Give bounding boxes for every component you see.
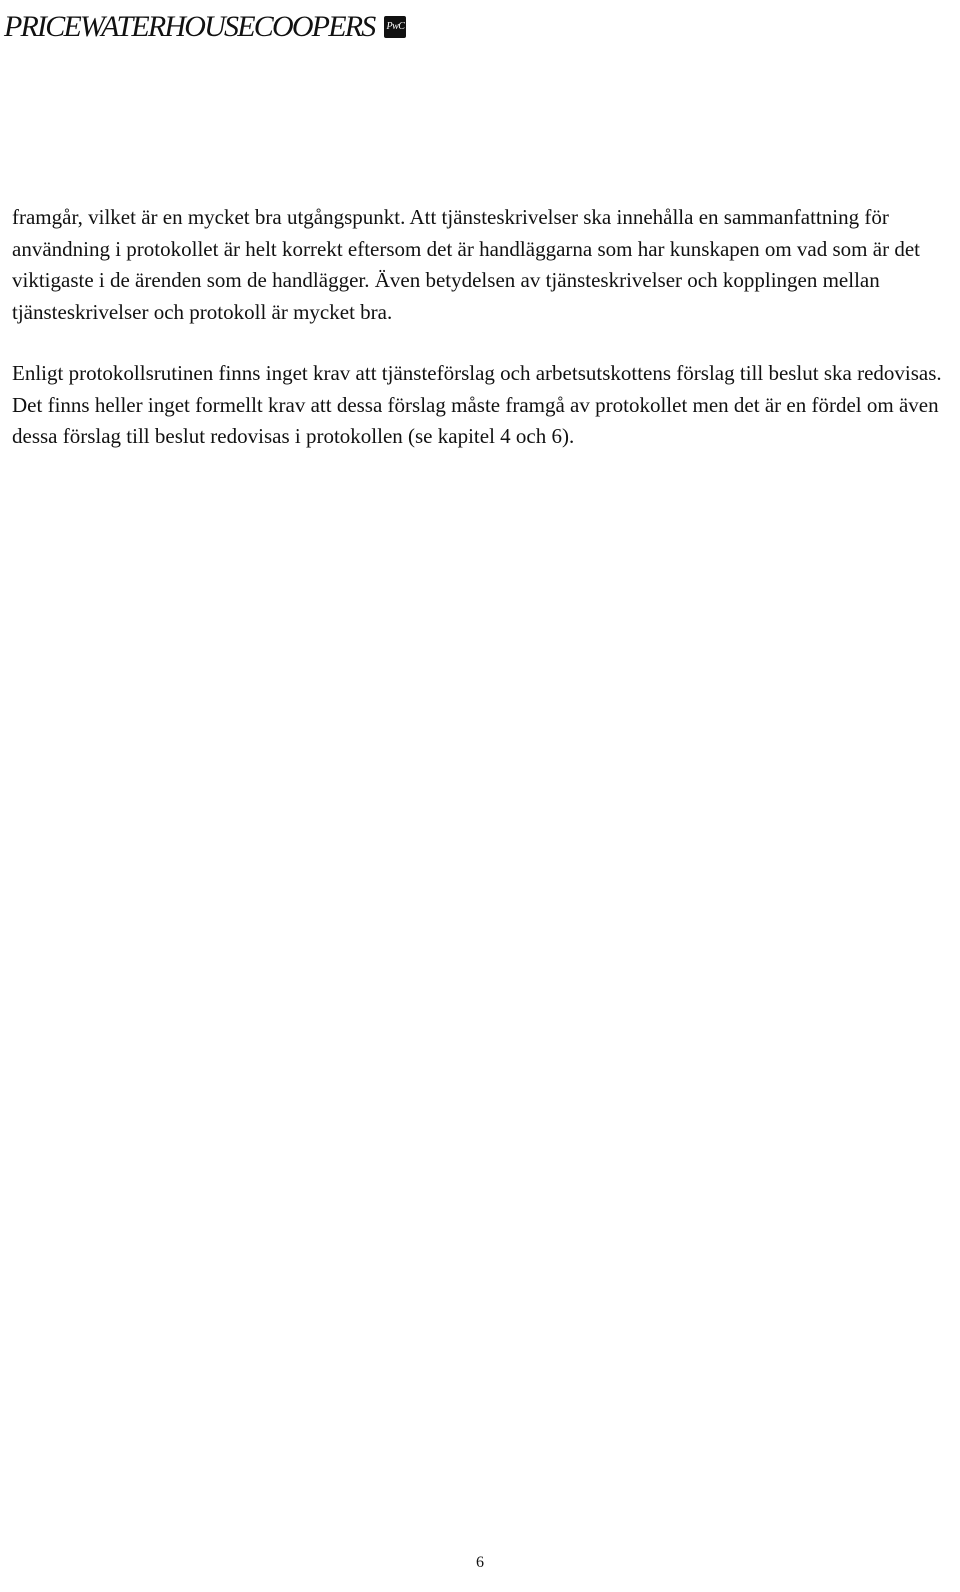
page-number: 6 <box>476 1554 484 1571</box>
logo-seal-icon: PwC <box>384 16 406 38</box>
document-body <box>12 202 952 483</box>
logo-wordmark: PRICEWATERHOUSECOOPERS <box>4 10 375 43</box>
body-paragraph-1: framgår, vilket är en mycket bra utgångspunkt. Att tjänsteskrivelser ska innehålla en sammanfattning för användning i protokollet är helt korrekt eftersom det är handläggarna som har kunskapen om vad som är det viktigaste i de ärenden som de handlägger. Även betydelsen av tjänsteskrivelser och kopplingen mellan tjänsteskrivelser och protokoll är mycket bra. <box>12 205 920 324</box>
body-paragraph-2: Enligt protokollsrutinen finns inget krav att tjänsteförslag och arbetsutskottens förslag till beslut ska redovisas. Det finns heller inget formellt krav att dessa förslag måste framgå av protokollet men det är en fördel om även dessa förslag till beslut redovisas i protokollen (se kapitel 4 och 6). <box>12 361 942 448</box>
company-logo <box>4 6 406 48</box>
